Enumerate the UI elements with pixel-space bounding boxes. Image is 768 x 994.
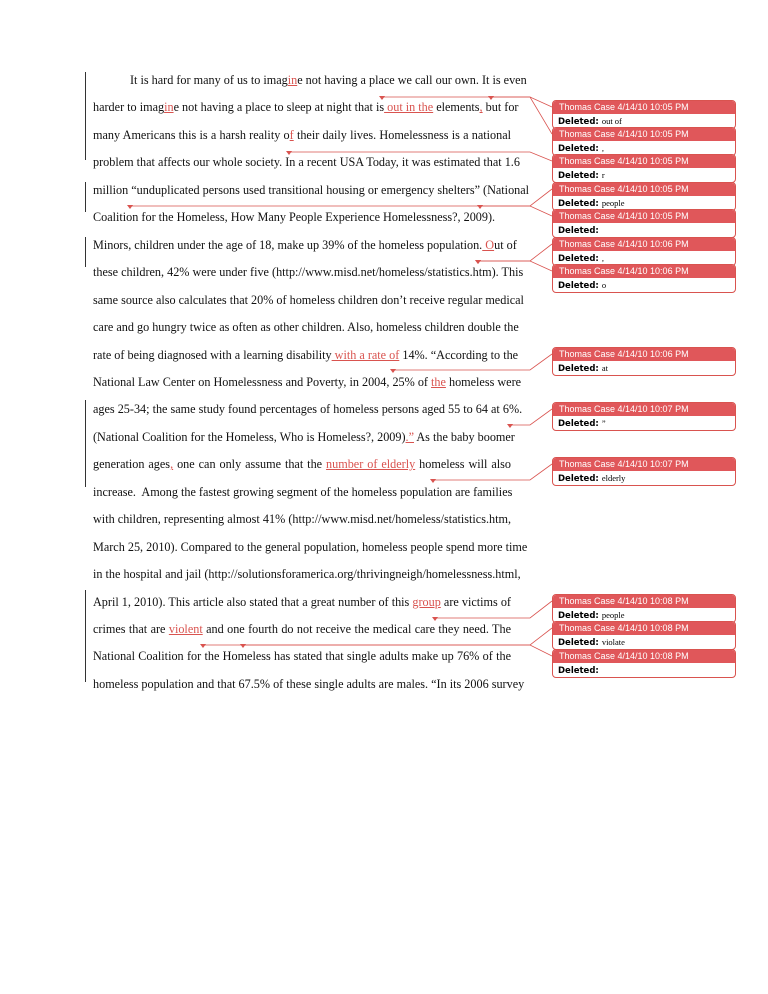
text-line (93, 676, 525, 691)
text-run: crimes that are (93, 622, 169, 636)
text-line (93, 237, 517, 252)
text-line (93, 512, 511, 526)
deletion-marker-icon (200, 644, 206, 648)
balloon-header: Thomas Case 4/14/10 10:07 PM (553, 458, 735, 471)
deleted-text: out of (601, 116, 622, 126)
balloon-body (553, 278, 735, 292)
text-run: Minors, children under the age of 18, make up 39% of the homeless population. (93, 237, 483, 252)
deleted-label: Deleted: (558, 254, 599, 264)
revision-balloon[interactable] (552, 209, 736, 238)
deleted-label: Deleted: (558, 281, 599, 291)
text-run: many Americans this is a harsh reality o (93, 127, 290, 142)
text-run: March 25, 2010). Compared to the general population, homeless people spend more time (93, 539, 528, 554)
text-run: homeless will also (415, 457, 512, 472)
revision-balloon[interactable] (552, 621, 736, 650)
deleted-label: Deleted: (558, 611, 599, 621)
deleted-label: Deleted: (558, 364, 599, 374)
deleted-text: violate (601, 637, 625, 647)
inserted-text: group (412, 594, 441, 609)
text-line (93, 567, 521, 582)
balloon-header: Thomas Case 4/14/10 10:05 PM (553, 183, 735, 196)
text-line (93, 292, 524, 307)
revision-balloon[interactable] (552, 127, 736, 156)
text-line (93, 622, 511, 636)
deletion-marker-icon (379, 96, 385, 100)
text-run: (National Coalition for the Homeless, Who is Homeless?, 2009) (93, 429, 406, 444)
balloon-header: Thomas Case 4/14/10 10:08 PM (553, 622, 735, 635)
inserted-text: out in the (384, 100, 434, 115)
deletion-marker-icon (432, 617, 438, 621)
deletion-marker-icon (507, 424, 513, 428)
deleted-text: , (601, 143, 604, 153)
balloon-body (553, 114, 735, 128)
text-line (93, 210, 511, 224)
balloon-header: Thomas Case 4/14/10 10:06 PM (553, 265, 735, 278)
deleted-text: ” (601, 418, 606, 428)
balloon-header: Thomas Case 4/14/10 10:05 PM (553, 155, 735, 168)
text-run: National Law Center on Homelessness and Poverty, in 2004, 25% of (93, 374, 432, 389)
text-line (93, 539, 528, 554)
text-line (93, 374, 522, 389)
text-run: rate of being diagnosed with a learning disability (93, 347, 332, 362)
text-line (93, 649, 511, 663)
text-run: care and go hungry twice as often as other children. Also, homeless children double the (93, 320, 519, 335)
deleted-label: Deleted: (558, 474, 599, 484)
balloon-header: Thomas Case 4/14/10 10:07 PM (553, 403, 735, 416)
deleted-label: Deleted: (558, 666, 599, 676)
inserted-text: O (482, 237, 495, 252)
text-line (93, 429, 515, 444)
revision-balloon[interactable] (552, 402, 736, 431)
text-line (93, 457, 511, 471)
balloon-header: Thomas Case 4/14/10 10:05 PM (553, 210, 735, 223)
text-line (93, 265, 524, 280)
balloon-body (553, 141, 735, 155)
balloon-header: Thomas Case 4/14/10 10:05 PM (553, 101, 735, 114)
text-run: million “unduplicated persons used transitional housing or emergency shelters” (National (93, 182, 530, 197)
deleted-text: people (601, 198, 625, 208)
balloon-header: Thomas Case 4/14/10 10:06 PM (553, 348, 735, 361)
revision-balloon[interactable] (552, 594, 736, 623)
text-run: homeless population and that 67.5% of these single adults are males. “In its 2006 survey (93, 676, 525, 691)
revision-balloon[interactable] (552, 237, 736, 266)
deletion-marker-icon (430, 479, 436, 483)
inserted-text: violent (168, 622, 203, 636)
inserted-text: .” (405, 429, 414, 444)
text-run: are victims of (440, 594, 511, 609)
revision-balloon[interactable] (552, 649, 736, 678)
balloon-header: Thomas Case 4/14/10 10:06 PM (553, 238, 735, 251)
balloon-header: Thomas Case 4/14/10 10:05 PM (553, 128, 735, 141)
deleted-text: people (601, 610, 625, 620)
revision-balloon[interactable] (552, 154, 736, 183)
balloon-body (553, 251, 735, 265)
revision-balloon[interactable] (552, 264, 736, 293)
text-run: same source also calculates that 20% of homeless children don’t receive regular medical (93, 292, 524, 307)
text-line (93, 182, 530, 197)
deleted-text: elderly (601, 473, 626, 483)
deletion-marker-icon (127, 205, 133, 209)
change-bar (85, 590, 86, 682)
revision-balloon[interactable] (552, 457, 736, 486)
deletion-marker-icon (475, 260, 481, 264)
deleted-label: Deleted: (558, 144, 599, 154)
text-run: one can only assume that the (173, 457, 327, 472)
text-run: problem that affects our whole society. In a recent USA Today, it was estimated that 1.6 (93, 155, 520, 170)
text-line (93, 485, 511, 499)
inserted-text: , (170, 457, 174, 472)
text-line (93, 402, 523, 417)
deleted-text: o (601, 280, 607, 290)
text-run: e not having a place to sleep at night that is (173, 100, 385, 115)
text-run: National Coalition for the Homeless has stated that single adults make up 76% of the (93, 649, 511, 664)
text-run: Coalition for the Homeless, How Many People Experience Homelessness?, 2009). (93, 210, 496, 225)
text-run: increase. Among the fastest growing segment of the homeless population are families (93, 484, 513, 499)
text-run: ut of (494, 237, 517, 252)
text-line (93, 347, 519, 362)
deleted-text: r (601, 170, 605, 180)
change-bar (85, 400, 86, 487)
text-line (130, 73, 527, 87)
inserted-text: with a rate of (331, 347, 400, 362)
deleted-label: Deleted: (558, 171, 599, 181)
deleted-label: Deleted: (558, 117, 599, 127)
text-run: with children, representing almost 41% (http://www.misd.net/homeless/statistics.htm, (93, 512, 511, 527)
deleted-text: at (601, 363, 608, 373)
text-run: generation ages (93, 457, 171, 472)
inserted-text: in (164, 100, 174, 115)
text-run: 14%. “According to the (399, 347, 519, 362)
text-run: April 1, 2010). This article also stated that a great number of this (93, 594, 413, 609)
balloon-header: Thomas Case 4/14/10 10:08 PM (553, 650, 735, 663)
deletion-marker-icon (240, 644, 246, 648)
revision-balloon[interactable] (552, 100, 736, 129)
inserted-text: f (289, 127, 294, 142)
deletion-marker-icon (390, 369, 396, 373)
text-run: e not having a place we call our own. It is even (297, 73, 527, 87)
inserted-text: in (287, 73, 298, 87)
text-line (93, 128, 511, 142)
balloon-body (553, 635, 735, 649)
text-run: elements (433, 100, 480, 115)
balloon-body (553, 416, 735, 430)
text-run: homeless were (445, 374, 522, 389)
inserted-text: , (479, 100, 483, 115)
balloon-body (553, 196, 735, 210)
deleted-label: Deleted: (558, 199, 599, 209)
text-run: their daily lives. Homelessness is a national (293, 127, 511, 142)
deleted-label: Deleted: (558, 419, 599, 429)
text-line (93, 595, 511, 609)
balloon-body (553, 471, 735, 485)
text-line (93, 155, 520, 170)
text-run: As the baby boomer (414, 429, 515, 444)
balloon-body (553, 361, 735, 375)
balloon-body (553, 608, 735, 622)
inserted-text: number of elderly (326, 457, 416, 472)
text-line (93, 100, 519, 115)
text-line (93, 320, 519, 335)
balloon-header: Thomas Case 4/14/10 10:08 PM (553, 595, 735, 608)
change-bar (85, 237, 86, 267)
balloon-body (553, 168, 735, 182)
text-run: ages 25-34; the same study found percentages of homeless persons aged 55 to 64 at 6%. (93, 402, 523, 417)
deleted-text: , (601, 253, 604, 263)
deleted-label: Deleted: (558, 638, 599, 648)
text-run: in the hospital and jail (http://solutionsforamerica.org/thrivingneigh/homelessness.html, (93, 567, 521, 582)
inserted-text: the (431, 374, 446, 389)
text-run: but for (482, 100, 519, 115)
deleted-label: Deleted: (558, 226, 599, 236)
text-run: and one fourth do not receive the medical care they need. The (202, 622, 511, 636)
deletion-marker-icon (477, 205, 483, 209)
change-bar (85, 72, 86, 160)
text-run: these children, 42% were under five (http://www.misd.net/homeless/statistics.htm). This (93, 265, 524, 280)
balloon-body (553, 663, 735, 677)
revision-balloon[interactable] (552, 347, 736, 376)
change-bar (85, 182, 86, 212)
revision-balloon[interactable] (552, 182, 736, 211)
text-run: harder to imag (93, 100, 165, 115)
deletion-marker-icon (488, 96, 494, 100)
balloon-body (553, 223, 735, 237)
text-run: It is hard for many of us to imag (130, 73, 288, 87)
